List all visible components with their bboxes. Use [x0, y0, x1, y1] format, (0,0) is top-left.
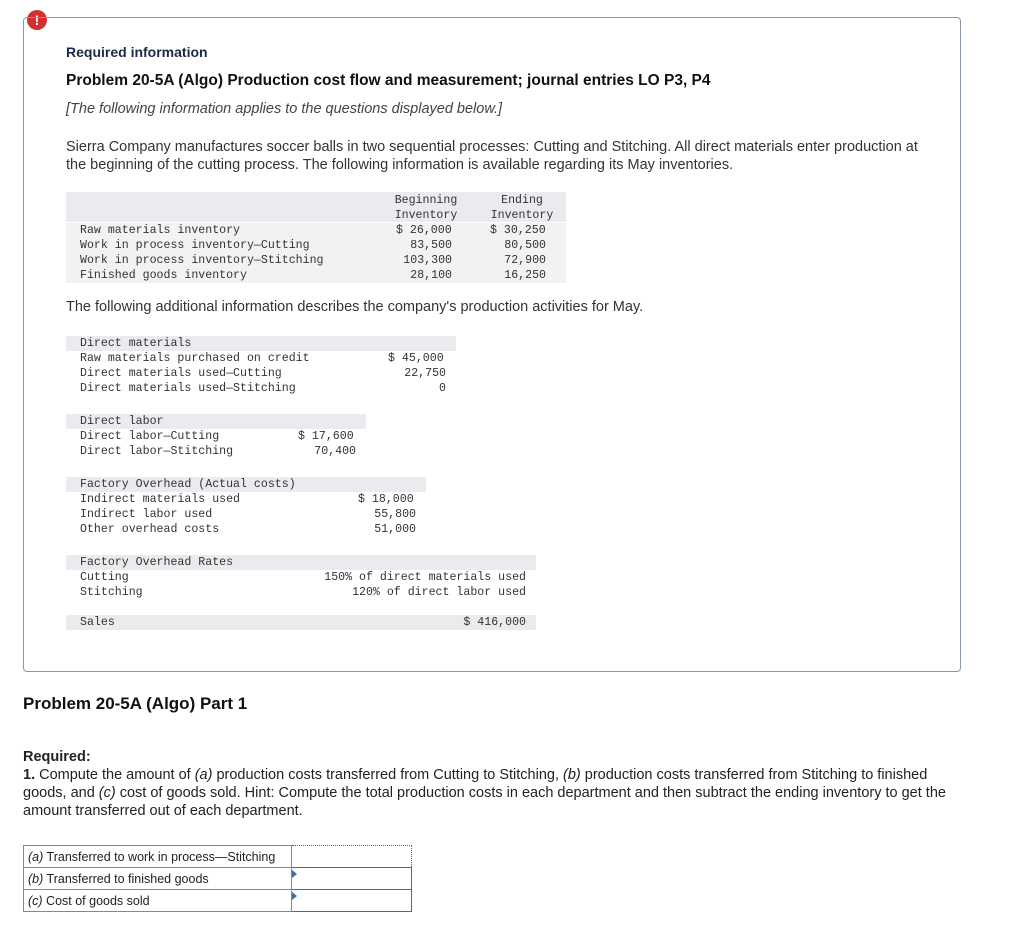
dm-heading: Direct materials [80, 337, 192, 350]
inv-row-end: 16,250 [504, 269, 546, 282]
oh-row-label: Other overhead costs [80, 523, 220, 536]
sales-label: Sales [80, 616, 115, 629]
required-information-panel [23, 17, 961, 672]
rates-row-label: Cutting [80, 571, 129, 584]
rates-row-value: 120% of direct labor used [352, 586, 526, 599]
required-instructions [23, 748, 973, 820]
alert-icon: ! [27, 10, 47, 30]
oh-row-label: Indirect materials used [80, 493, 241, 506]
req-c: (c) [98, 785, 116, 801]
part-title: Problem 20-5A (Algo) Part 1 [23, 694, 248, 713]
dl-row-value: $ 17,600 [298, 430, 354, 443]
req-text: Compute the amount of [35, 767, 195, 783]
oh-row-value: 55,800 [374, 508, 416, 521]
inv-row-label: Work in process inventory—Cutting [80, 239, 310, 252]
oh-heading: Factory Overhead (Actual costs) [80, 478, 296, 491]
rates-row-value: 150% of direct materials used [324, 571, 526, 584]
answer-letter: (c) [28, 893, 43, 908]
sales-value: $ 416,000 [463, 616, 526, 629]
dl-row-label: Direct labor—Cutting [80, 430, 220, 443]
dm-row-value: 22,750 [404, 367, 446, 380]
req-text: cost of goods sold. Hint: Compute the total production costs in each department and then subtract the ending inventory to get the amount transferred out of each department. [23, 785, 946, 819]
answer-row [24, 846, 412, 868]
dm-row-label: Direct materials used—Cutting [80, 367, 282, 380]
transferred-to-finished-goods-input[interactable] [292, 869, 411, 888]
inv-row-label: Raw materials inventory [80, 224, 241, 237]
dl-heading: Direct labor [80, 415, 164, 428]
oh-row-label: Indirect labor used [80, 508, 213, 521]
req-number: 1. [23, 767, 36, 783]
inv-row-begin: 83,500 [410, 239, 452, 252]
answer-row [24, 868, 412, 890]
answer-row [24, 890, 412, 912]
dm-row-value: 0 [439, 382, 446, 395]
answer-table [23, 845, 412, 912]
input-marker-icon [292, 892, 297, 900]
answer-letter: (a) [28, 849, 44, 864]
inv-row-end: 80,500 [504, 239, 546, 252]
inv-row-begin: 103,300 [403, 254, 452, 267]
answer-cell [292, 846, 412, 868]
dl-row-label: Direct labor—Stitching [80, 445, 234, 458]
dl-row-value: 70,400 [314, 445, 356, 458]
inv-row-begin: $ 26,000 [396, 224, 452, 237]
transferred-to-stitching-input[interactable] [292, 847, 411, 866]
dm-row-label: Raw materials purchased on credit [80, 352, 310, 365]
answer-letter: (b) [28, 871, 44, 886]
answer-label [24, 890, 292, 912]
answer-label-text: Transferred to work in process—Stitching [43, 849, 276, 864]
col-beginning-1: Beginning [394, 194, 458, 207]
inv-row-end: $ 30,250 [490, 224, 546, 237]
answer-label-text: Transferred to finished goods [43, 871, 209, 886]
req-text: production costs transferred from Stitching to finished goods, and [23, 767, 928, 801]
oh-row-value: $ 18,000 [358, 493, 414, 506]
answer-label [24, 868, 292, 890]
rates-heading: Factory Overhead Rates [80, 556, 234, 569]
req-text: production costs transferred from Cutting to Stitching, [212, 767, 563, 783]
req-b: (b) [563, 767, 581, 783]
col-ending-1: Ending [501, 194, 543, 207]
cost-of-goods-sold-input[interactable] [292, 891, 411, 910]
inv-row-begin: 28,100 [410, 269, 452, 282]
inv-row-end: 72,900 [504, 254, 546, 267]
rates-row-label: Stitching [80, 586, 143, 599]
dm-row-label: Direct materials used—Stitching [80, 382, 296, 395]
col-beginning-2: Inventory [394, 209, 458, 222]
oh-row-value: 51,000 [374, 523, 416, 536]
problem-title: Problem 20-5A (Algo) Production cost flow and measurement; journal entries LO P3, P4 [66, 72, 711, 89]
answer-label-text: Cost of goods sold [42, 893, 150, 908]
answer-cell [292, 890, 412, 912]
required-label: Required: [23, 749, 91, 765]
dm-row-value: $ 45,000 [388, 352, 444, 365]
required-information-heading: Required information [66, 44, 208, 60]
inv-row-label: Finished goods inventory [80, 269, 247, 282]
inv-row-label: Work in process inventory—Stitching [80, 254, 324, 267]
info-note: [The following information applies to the questions displayed below.] [66, 101, 503, 117]
input-marker-icon [292, 870, 297, 878]
req-a: (a) [194, 767, 213, 783]
intro-paragraph: Sierra Company manufactures soccer balls in two sequential processes: Cutting and Stitching. All direct materials enter production at the beginning of the cutting process. The following information is available regarding its May inventories. [66, 139, 918, 173]
answer-cell [292, 868, 412, 890]
col-ending-2: Inventory [490, 209, 554, 222]
answer-label [24, 846, 292, 868]
additional-info-paragraph: The following additional information describes the company's production activities for May. [66, 299, 644, 315]
